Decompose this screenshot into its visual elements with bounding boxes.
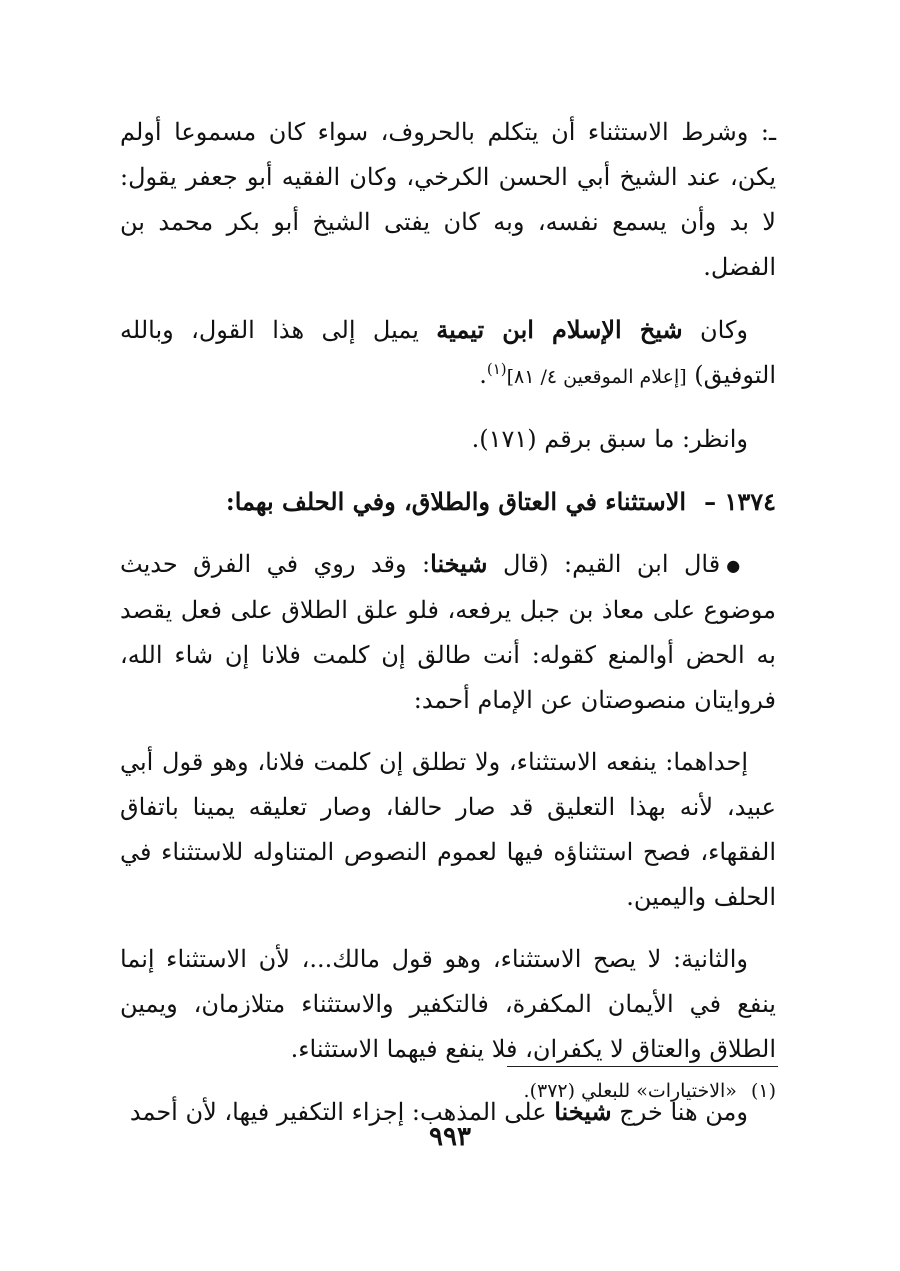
section-title: الاستثناء في العتاق والطلاق، وفي الحلف بهما: [225, 487, 687, 516]
paragraph-3-text: وانظر: ما سبق برقم (١٧١). [471, 425, 748, 453]
footnote-divider [507, 1066, 778, 1067]
main-text [120, 110, 776, 1152]
footnote-number: (١) [750, 1080, 776, 1102]
paragraph-4-start: قال ابن القيم: (قال [487, 550, 721, 578]
footnote [360, 1076, 776, 1106]
shaykh-al-islam-name: شيخ الإسلام ابن تيمية [436, 315, 683, 344]
paragraph-7-start: ومن هنا خرج [611, 1098, 748, 1126]
section-number: ١٣٧٤ – [704, 487, 776, 516]
paragraph-1-text: ـ: وشرط الاستثناء أن يتكلم بالحروف، سواء كان مسموعا أولم يكن، عند الشيخ أبي الحسن الكرخي، وكان الفقيه أبو جعفر يقول: لا بد وأن يسمع نفسه، وبه كان يفتى الشيخ أبو بكر محمد بن الفضل. [120, 118, 776, 281]
paragraph-1 [120, 110, 776, 290]
paragraph-2-end: يميل إلى هذا القول، وبالله التوفيق) [120, 316, 776, 389]
paragraph-6 [120, 937, 776, 1072]
paragraph-7-end: على المذهب: إجزاء التكفير فيها، لأن أحمد [129, 1098, 555, 1126]
paragraph-2-tail: . [479, 361, 487, 389]
paragraph-4 [120, 541, 776, 723]
footnote-text: «الاختيارات» للبعلي (٣٧٢). [523, 1080, 737, 1102]
page-number: ٩٩٣ [429, 1122, 471, 1152]
paragraph-2-start: وكان [682, 316, 748, 344]
paragraph-5-text: إحداهما: ينفعه الاستثناء، ولا تطلق إن كلمت فلانا، وهو قول أبي عبيد، لأنه بهذا التعليق قد صار حالفا، وصار تعليقه يمينا باتفاق الفقهاء، فصح استثناؤه فيها لعموم النصوص المتناوله للاستثناء في الحلف واليمين. [120, 748, 776, 911]
shaykhuna-emphasis: شيخنا [430, 549, 488, 578]
section-heading [120, 479, 776, 524]
bullet-icon: ● [726, 556, 748, 575]
paragraph-6-text: والثانية: لا يصح الاستثناء، وهو قول مالك...، لأن الاستثناء إنما ينفع في الأيمان المكفرة، فالتكفير والاستثناء متلازمان، ويمين الطلاق والعتاق لا يكفران، فلا ينفع فيهما الاستثناء. [120, 945, 776, 1063]
footnote-reference[interactable]: (١) [486, 360, 507, 378]
source-citation: [إعلام الموقعين ٤/ ٨١] [506, 366, 687, 388]
paragraph-4-end: : وقد روي في الفرق حديث موضوع على معاذ بن جبل يرفعه، فلو علق الطلاق على فعل يقصد به الحض أوالمنع كقوله: أنت طالق إن كلمت فلانا إن شاء الله، فروايتان منصوصتان عن الإمام أحمد: [120, 550, 776, 714]
shaykhuna-emphasis-2: شيخنا [554, 1097, 612, 1126]
paragraph-2 [120, 307, 776, 400]
paragraph-3 [120, 417, 776, 462]
paragraph-5 [120, 740, 776, 920]
